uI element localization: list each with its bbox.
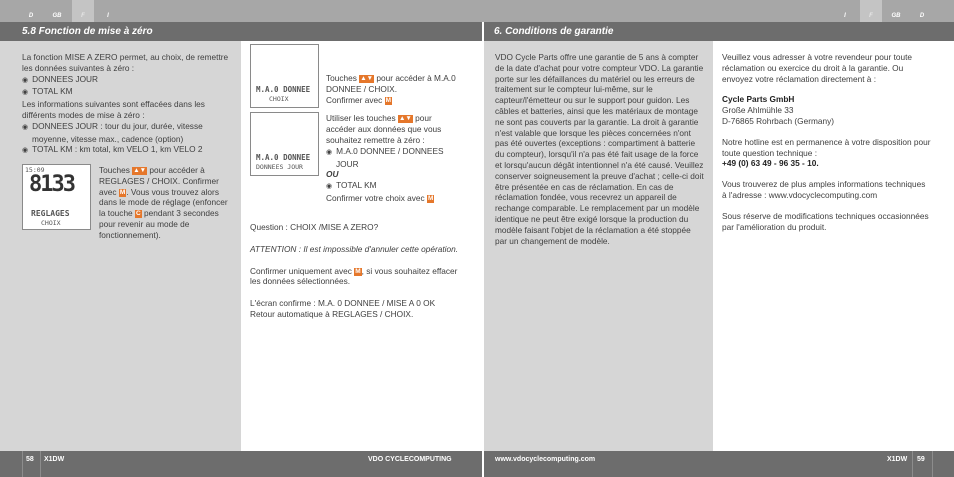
display-big-value: 8133 [29,172,74,197]
c-key-icon: C [136,210,141,218]
right-footer-model: X1DW [887,456,908,463]
utiliser-pre: Utiliser les touches [326,113,396,124]
display-line1: M.A.0 DONNEE [256,85,311,94]
display-line1: M.A.0 DONNEE [256,153,311,162]
return-text: Retour automatique à REGLAGES / CHOIX. [250,308,414,319]
side-text-b: . Vous vous trouvez alors dans le mode de réglage (enfoncer la touche [99,186,228,219]
display-line1: REGLAGES [31,209,70,218]
page-gutter [482,22,484,477]
right-section-band [484,22,954,41]
display-line2: CHOIX [269,95,289,103]
right-footer-url[interactable]: www.vdocyclecomputing.com [495,456,596,463]
choix-confirm-text: Confirmer votre choix avec [326,192,425,203]
list-item: ◉ DONNEES JOUR : tour du jour, durée, vitesse moyenne, vitesse max., cadence (option) [22,121,236,145]
left-col1-text [22,52,236,157]
disclaimer-text: Sous réserve de modifications techniques occasionnées par l'amélioration du produit. [722,210,929,232]
confirm-text: Confirmer avec [326,94,383,105]
left-col2-bottom-text [250,222,462,320]
list-item: ◉ TOTAL KM : km total, km VELO 1, km VELO 2 [22,144,236,157]
intro-text: La fonction MISE A ZERO permet, au choix, de remettre les données suivantes à zéro : [22,52,229,73]
list-item: ◉ M.A.0 DONNEE / DONNEES JOUR [326,146,456,170]
confirm-only-post: , si vous souhaitez effacer les données sélectionnées. [250,265,458,287]
contact-intro: Veuillez vous adresser à votre revendeur pour toute réclamation ou exercice du droit à la garantie. Ou envoyez votre réclamation directement à : [722,52,913,84]
lang-tab-gb-right[interactable]: GB [891,13,901,19]
left-section-band [0,22,482,41]
hotline-text: Notre hotline est en permanence à votre disposition pour toute question technique : [722,136,931,158]
company-name: Cycle Parts GmbH [722,94,795,105]
lang-tab-f-right[interactable]: F [860,0,882,22]
device-display-main [22,164,91,230]
left-footer-brand: VDO CYCLECOMPUTING [368,456,452,463]
confirm-only-pre: Confirmer uniquement avec [250,265,352,276]
utiliser-post: pour accéder aux données que vous souhaitez remettre à zéro : [326,113,442,145]
device-display-jour [250,112,319,176]
side-text-c: pendant 3 secondes pour revenir au mode de fonctionnement). [99,208,219,240]
m-key-icon: M [428,194,434,202]
warranty-text [495,52,705,246]
left-page-number: 58 [26,456,34,463]
company-city: D-76865 Rohrbach (Germany) [722,115,835,126]
warranty-paragraph: VDO Cycle Parts offre une garantie de 5 ans à compter de la date d'achat pour votre compteur VDO. La garantie porte sur les défaillances du matériel ou les erreurs de traitement sur le compteur lui-même, sur le capteur/l'émetteur ou sur le support pour guidon. Les câbles et batteries, ainsi que les matériaux de montage ne sont pas couverts par la garantie. La droit à garantie n'est valable que lorsque les pièces concernées n'ont pas été ouvertes (exceptions : compartiment à batterie du compteur), lorsqu'il n'a pas été fait usage de la force et lorsqu'aucun dégât intentionnel n'a été causé. Veuillez conserver soigneusement la preuve d'achat ; celle-ci doit être présentée en cas de réclamation. En cas de réclamation fondée, vous recevrez un appareil de rechange comparable. Le remplacement par un modèle identique ne peut être exigé lorsque la production du modèle faisant l'objet de la réclamation a été stoppée par un changement de modèle. [495,52,704,246]
lang-tab-d-right[interactable]: D [919,13,925,19]
lang-tab-gb-left[interactable]: GB [52,13,62,19]
side-text-pre: Touches [99,165,130,175]
touches-post: pour accéder à M.A.0 DONNEE / CHOIX. [326,73,456,94]
footer-separator [40,451,41,477]
footer-separator [932,451,933,477]
footer-separator [22,451,23,477]
company-street: Große Ahlmühle 33 [722,105,794,116]
up-down-key-icon: ▲▼ [133,167,147,174]
display-line2: DONNEES JOUR [256,163,303,171]
lang-tab-d-left[interactable]: D [28,13,34,19]
display-time: 15:09 [25,166,45,174]
right-col2-text [722,52,932,232]
m-key-icon: M [355,267,361,275]
m-key-icon: M [385,96,391,104]
question-text: Question : CHOIX /MISE A ZERO? [250,222,379,232]
list-item: ◉ TOTAL KM [326,180,456,193]
hotline-phone: +49 (0) 63 49 - 96 35 - 10. [722,158,819,169]
up-down-key-icon: ▲▼ [398,115,412,123]
lang-tab-f-left[interactable]: F [72,0,94,22]
left-col2-side-text [326,73,456,204]
list-item: ◉ TOTAL KM [22,86,236,99]
device-display-choix [250,44,319,108]
side-text-a: pour accéder à REGLAGES / CHOIX. Confirmer avec [99,165,219,197]
header-strip [0,0,954,22]
right-page-number: 59 [917,456,925,463]
display-line2: CHOIX [41,219,61,227]
lang-tab-i-left[interactable]: I [107,13,109,19]
attention-text: ATTENTION : Il est impossible d'annuler cette opération. [250,243,459,254]
screen-confirm-text: L'écran confirme : M.A. 0 DONNEE / MISE A 0 OK [250,298,436,309]
footer-separator [912,451,913,477]
lang-tab-i-right[interactable]: I [844,13,846,19]
touches-pre: Touches [326,73,357,83]
m-key-icon: M [119,188,126,196]
left-footer-model: X1DW [44,456,65,463]
up-down-key-icon: ▲▼ [360,75,374,82]
mid-text: Les informations suivantes sont effacées dans les différents modes de mise à zéro : [22,99,205,120]
info-text: Vous trouverez de plus amples informations techniques à l'adresse : www.vdocyclecomputing.com [722,179,926,200]
list-item: ◉ DONNEES JOUR [22,74,236,87]
left-section-title: 5.8 Fonction de mise à zéro [22,26,153,37]
left-col1-side-text [99,165,236,241]
ou-label: OU [326,169,339,180]
right-section-title: 6. Conditions de garantie [494,26,614,37]
